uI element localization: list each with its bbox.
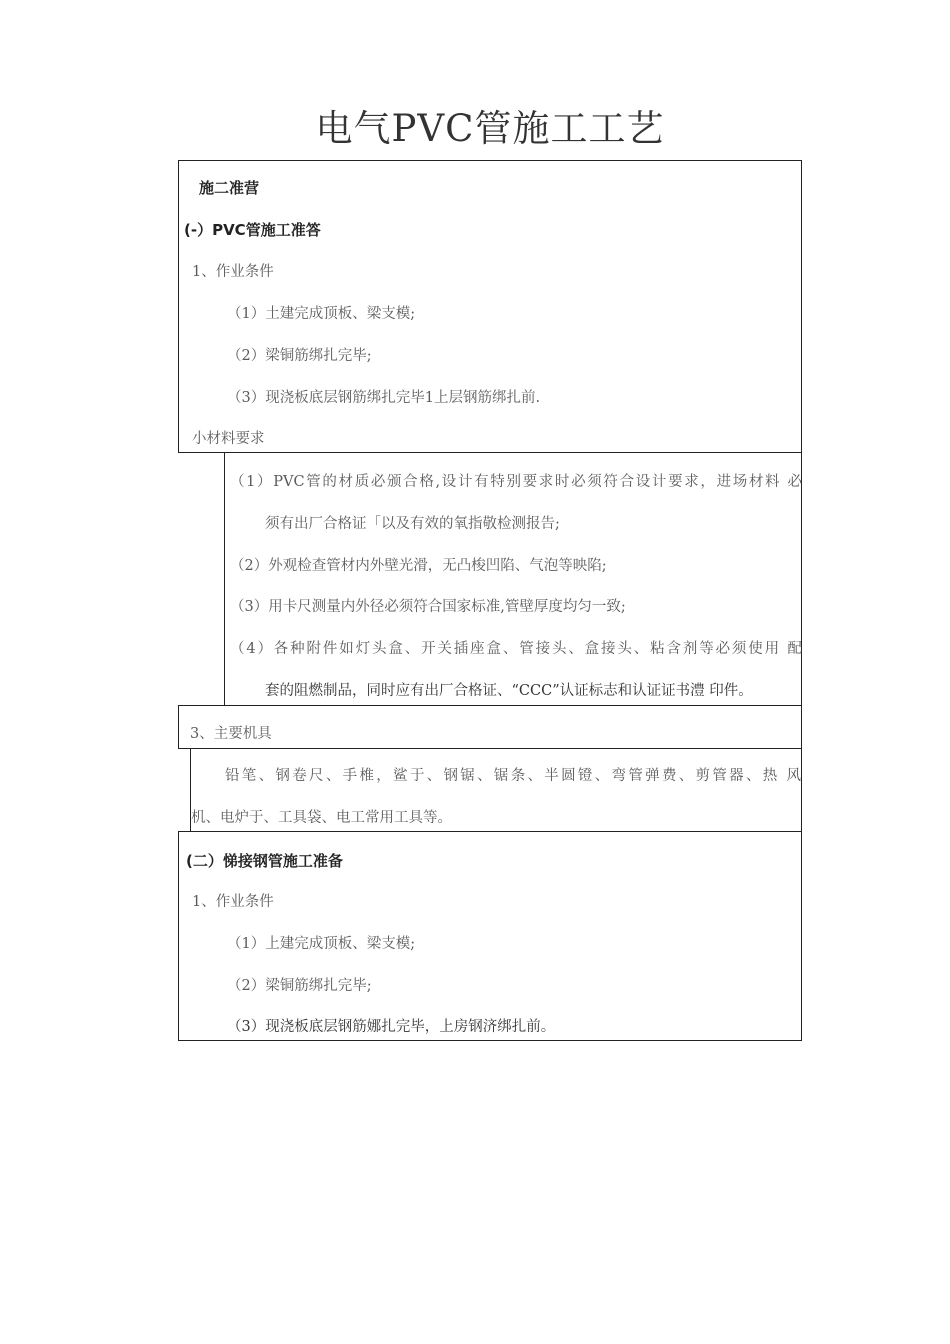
tools-line1: 铅笔、钢卷尺、手椎，鲨于、钢锯、锯条、半圆镫、弯管弹费、剪管器、热 风: [225, 768, 801, 784]
material-1-line2: 须有出厂合格证「以及有效的氧指敬检测报告;: [265, 516, 560, 532]
part1-heading: (-）PVC管施工准答: [184, 221, 321, 239]
document-title: 电气PVC管施工工艺: [315, 107, 665, 150]
part1-condition-3: （3）现浇板底层钢筋绑扎完毕1上层钢筋绑扎前.: [227, 390, 541, 406]
material-4-line2: 套的阻燃制品，同时应有出厂合格证、“CCC”认证标志和认证证书澧 印件。: [265, 683, 753, 699]
part1-conditions-title: 1、作业条件: [192, 264, 274, 280]
part2-heading: (二）悌接钢管施工准备: [186, 852, 343, 870]
part1-condition-2: （2）梁铜筋绑扎完毕;: [227, 348, 372, 364]
part2-condition-1: （1）上建完成顶板、梁支模;: [227, 936, 416, 952]
tools-line2: 机、电炉于、工具袋、电工常用工具等。: [191, 810, 452, 826]
material-2: （2）外观检查管材内外壁光滑，无凸梭凹陷、气泡等映陷;: [230, 558, 607, 574]
material-4-line1: （4）各种附件如灯头盒、开关插座盒、管接头、盒接头、粘含剂等必须使用 配: [230, 641, 802, 657]
part2-condition-3: （3）现浇板底层钢筋娜扎完毕，上房钢济绑扎前。: [227, 1019, 556, 1035]
material-1-line1: （1）PVC管的材质必颁合格,设计有特别要求时必须符合设计要求，进场材料 必: [230, 474, 802, 490]
part1-condition-1: （1）土建完成顶板、梁支模;: [227, 306, 416, 322]
material-3: （3）用卡尺测量内外径必须符合国家标准,管壁厚度均匀一致;: [230, 599, 626, 615]
part1-materials-title: 小材料要求: [192, 431, 265, 447]
tools-title: 3、主要机具: [190, 726, 272, 742]
part2-condition-2: （2）梁铜筋绑扎完毕;: [227, 978, 372, 994]
part2-conditions-title: 1、作业条件: [192, 894, 274, 910]
section-header: 施二准营: [199, 179, 260, 197]
